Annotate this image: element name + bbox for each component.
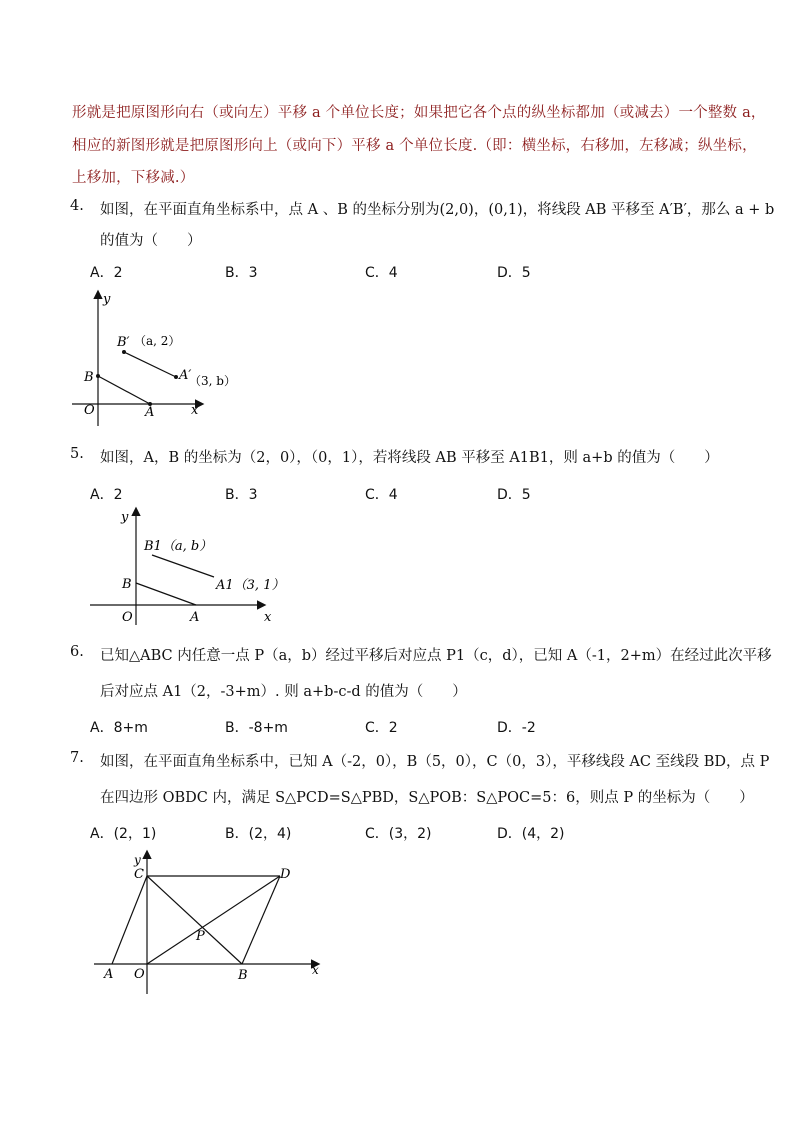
segment-ac <box>112 876 147 964</box>
y-axis-label: y <box>103 292 111 307</box>
question-4-option-c: C．4 <box>365 265 398 281</box>
label-b: B <box>122 577 132 592</box>
question-5-number: 5. <box>70 446 84 462</box>
origin-label: O <box>84 403 95 418</box>
label-b1: B1（a, b） <box>144 539 213 554</box>
segment-a-prime-b-prime <box>124 352 176 377</box>
note-line-3: 上移加，下移减.） <box>72 170 195 186</box>
label-d: D <box>280 867 291 882</box>
segment-cb <box>147 876 242 964</box>
question-7-number: 7. <box>70 750 84 766</box>
label-a-prime-coord: （3, b） <box>189 374 236 388</box>
label-a: A <box>190 610 200 625</box>
question-5-option-d: D．5 <box>497 487 531 503</box>
question-6-text-line-2: 后对应点 A1（2，-3+m）. 则 a+b-c-d 的值为（ ） <box>100 684 467 700</box>
label-p: P <box>196 929 205 944</box>
question-7-option-d: D．(4，2) <box>497 826 565 842</box>
question-7-option-b: B．(2，4) <box>225 826 292 842</box>
question-5-option-c: C．4 <box>365 487 398 503</box>
question-5-option-a: A．2 <box>90 487 123 503</box>
segment-a1-b1 <box>152 555 214 577</box>
question-5-figure <box>88 505 288 625</box>
segment-ab <box>98 376 150 404</box>
question-4-number: 4. <box>70 198 84 214</box>
y-axis-label: y <box>134 853 141 867</box>
label-b-prime-coord: （a, 2） <box>134 334 181 348</box>
question-7-option-a: A．(2，1) <box>90 826 157 842</box>
segment-ab <box>136 583 196 605</box>
question-4-text-line-2: 的值为（ ） <box>100 233 202 249</box>
question-6-option-b: B．-8+m <box>225 720 288 736</box>
question-4-text-line-1: 如图，在平面直角坐标系中，点 A 、B 的坐标分别为(2,0)，(0,1)，将线段 AB 平移至 A′B′，那么 a + b <box>100 202 775 218</box>
x-axis-label: x <box>191 403 199 418</box>
point-a-prime <box>174 375 178 379</box>
question-7-option-c: C．(3，2) <box>365 826 432 842</box>
question-4-figure <box>70 288 240 428</box>
label-b-prime: B′ <box>117 335 130 350</box>
point-b <box>96 374 100 378</box>
question-6-option-c: C．2 <box>365 720 398 736</box>
label-b: B <box>84 370 94 385</box>
x-axis-label: x <box>312 963 319 977</box>
question-6-option-d: D．-2 <box>497 720 536 736</box>
point-b-prime <box>122 350 126 354</box>
question-7-text-line-1: 如图，在平面直角坐标系中，已知 A（-2，0），B（5，0），C（0，3），平移线段 AC 至线段 BD，点 P <box>100 754 770 770</box>
question-6-text-line-1: 已知△ABC 内任意一点 P（a，b）经过平移后对应点 P1（c，d），已知 A（-1，2+m）在经过此次平移 <box>100 648 772 664</box>
question-5-text-line-1: 如图，A，B 的坐标为（2，0），（0，1），若将线段 AB 平移至 A1B1，则 a+b 的值为（ ） <box>100 450 719 466</box>
origin-label: O <box>134 967 145 982</box>
question-7-figure <box>92 848 332 998</box>
label-c: C <box>134 867 144 882</box>
y-axis-label: y <box>121 510 129 525</box>
label-a1: A1（3, 1） <box>216 578 285 593</box>
note-line-2: 相应的新图形就是把原图形向上（或向下）平移 a 个单位长度.（即：横坐标，右移加，左移减；纵坐标， <box>72 138 757 154</box>
note-line-1: 形就是把原图形向右（或向左）平移 a 个单位长度；如果把它各个点的纵坐标都加（或减去）一个整数 a， <box>72 105 766 121</box>
segment-od <box>147 876 280 964</box>
question-7-text-line-2: 在四边形 OBDC 内，满足 S△PCD=S△PBD，S△POB：S△POC=5：6，则点 P 的坐标为（ ） <box>100 790 754 806</box>
label-a: A <box>145 405 155 420</box>
question-5-option-b: B．3 <box>225 487 258 503</box>
question-4-option-a: A．2 <box>90 265 123 281</box>
question-4-option-d: D．5 <box>497 265 531 281</box>
label-a-prime: A′ <box>179 368 192 383</box>
question-4-option-b: B．3 <box>225 265 258 281</box>
label-b: B <box>238 968 248 983</box>
question-6-number: 6. <box>70 644 84 660</box>
question-6-option-a: A．8+m <box>90 720 148 736</box>
label-a: A <box>104 967 114 982</box>
x-axis-label: x <box>264 610 272 625</box>
origin-label: O <box>122 610 133 625</box>
